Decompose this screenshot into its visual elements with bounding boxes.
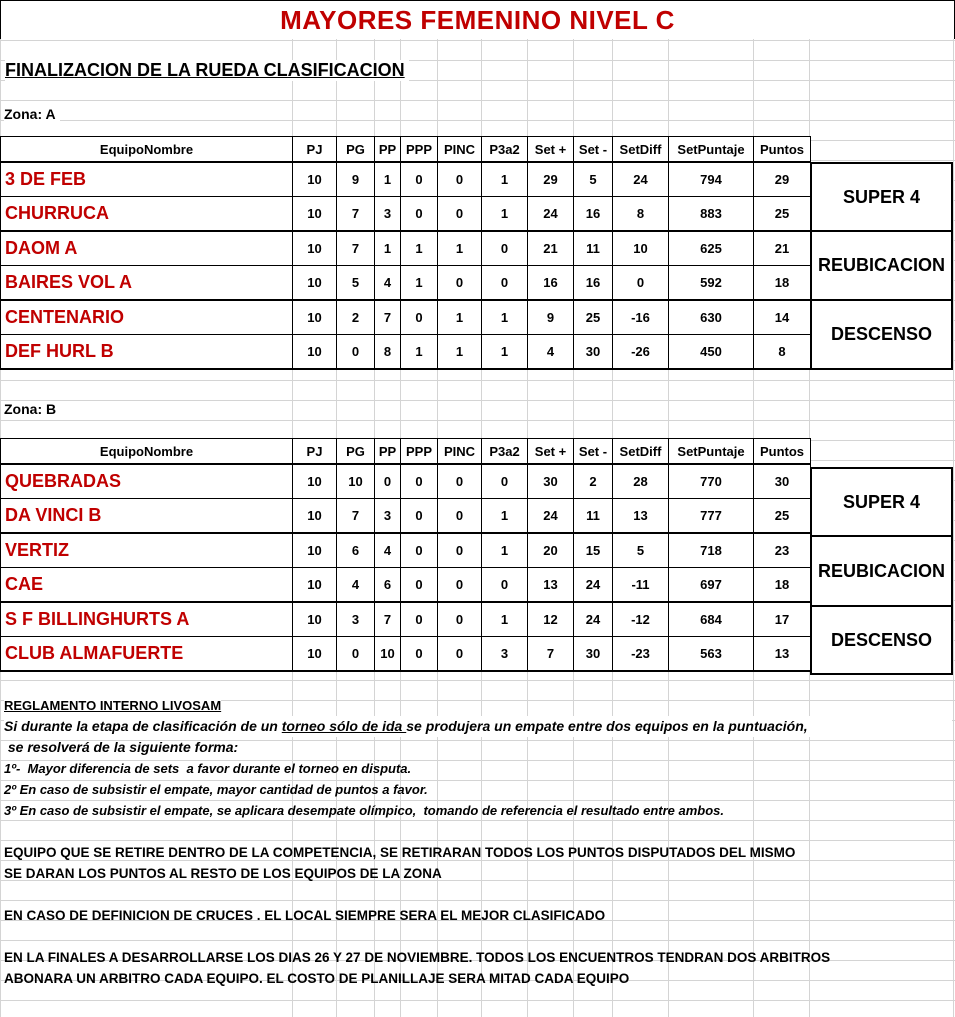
group-badge-reubicacion: REUBICACION [810, 535, 953, 607]
col-header: EquipoNombre [1, 137, 293, 163]
cell-puntos: 8 [754, 335, 811, 370]
cell-pg: 9 [337, 162, 375, 197]
cell-pj: 10 [293, 231, 337, 266]
cell-puntos: 25 [754, 197, 811, 232]
cell-puntos: 18 [754, 568, 811, 603]
rules-intro-b: se produjera un empate entre dos equipos en la puntuación, [406, 718, 808, 734]
cell-pg: 2 [337, 300, 375, 335]
cell-set-plus: 4 [528, 335, 574, 370]
col-header: Puntos [754, 439, 811, 465]
cell-pinc: 0 [438, 568, 482, 603]
table-row [1, 464, 811, 499]
cell-set-minus: 2 [574, 464, 613, 499]
cell-set-minus: 30 [574, 335, 613, 370]
col-header: SetDiff [613, 137, 669, 163]
cell-set-plus: 16 [528, 266, 574, 301]
col-header: Puntos [754, 137, 811, 163]
cell-pinc: 0 [438, 197, 482, 232]
cell-pinc: 0 [438, 637, 482, 672]
cell-pj: 10 [293, 499, 337, 534]
table-row [1, 499, 811, 534]
table-row [1, 197, 811, 232]
table-row [1, 335, 811, 370]
group-badge-descenso: DESCENSO [810, 299, 953, 370]
cell-set-minus: 24 [574, 568, 613, 603]
team-name: QUEBRADAS [1, 464, 293, 499]
cell-setdiff: -26 [613, 335, 669, 370]
cell-pg: 6 [337, 533, 375, 568]
col-header: Set - [574, 439, 613, 465]
cell-p3a2: 1 [482, 335, 528, 370]
cell-puntos: 30 [754, 464, 811, 499]
cell-ppp: 0 [401, 197, 438, 232]
cell-ppp: 0 [401, 637, 438, 672]
col-header: PP [375, 137, 401, 163]
cell-pinc: 0 [438, 162, 482, 197]
cell-pg: 7 [337, 499, 375, 534]
team-name: DEF HURL B [1, 335, 293, 370]
cell-pinc: 1 [438, 335, 482, 370]
group-badge-descenso: DESCENSO [810, 605, 953, 675]
cell-set-minus: 5 [574, 162, 613, 197]
cell-p3a2: 1 [482, 162, 528, 197]
col-header: Set + [528, 439, 574, 465]
cell-pj: 10 [293, 162, 337, 197]
cell-setpuntaje: 563 [669, 637, 754, 672]
cell-puntos: 29 [754, 162, 811, 197]
team-name: VERTIZ [1, 533, 293, 568]
cell-pp: 6 [375, 568, 401, 603]
group-badge-reubicacion: REUBICACION [810, 230, 953, 301]
cell-pp: 7 [375, 300, 401, 335]
cell-setdiff: 5 [613, 533, 669, 568]
cell-puntos: 21 [754, 231, 811, 266]
team-name: CAE [1, 568, 293, 603]
cell-set-minus: 25 [574, 300, 613, 335]
cell-setdiff: 10 [613, 231, 669, 266]
cell-setpuntaje: 770 [669, 464, 754, 499]
cell-setdiff: 24 [613, 162, 669, 197]
cell-setpuntaje: 883 [669, 197, 754, 232]
cell-set-plus: 20 [528, 533, 574, 568]
rules-spacer [4, 884, 952, 905]
rule-retiro: EQUIPO QUE SE RETIRE DENTRO DE LA COMPETENCIA, SE RETIRARAN TODOS LOS PUNTOS DISPUTADOS DEL MISMO [4, 845, 796, 860]
cell-pj: 10 [293, 602, 337, 637]
page-title: MAYORES FEMENINO NIVEL C [280, 4, 675, 35]
cell-set-minus: 11 [574, 231, 613, 266]
team-name: DAOM A [1, 231, 293, 266]
cell-ppp: 0 [401, 162, 438, 197]
cell-ppp: 1 [401, 335, 438, 370]
team-name: S F BILLINGHURTS A [1, 602, 293, 637]
cell-pp: 4 [375, 533, 401, 568]
cell-setdiff: 0 [613, 266, 669, 301]
cell-p3a2: 1 [482, 499, 528, 534]
cell-pg: 5 [337, 266, 375, 301]
cell-ppp: 1 [401, 266, 438, 301]
rule-1: 1º- Mayor diferencia de sets a favor durante el torneo en disputa. [4, 761, 412, 776]
cell-pinc: 0 [438, 499, 482, 534]
table-header-row [1, 439, 811, 465]
cell-p3a2: 0 [482, 464, 528, 499]
cell-pinc: 0 [438, 602, 482, 637]
col-header: PPP [401, 137, 438, 163]
cell-set-minus: 30 [574, 637, 613, 672]
cell-pinc: 0 [438, 464, 482, 499]
rules-section [4, 695, 952, 989]
team-name: CHURRUCA [1, 197, 293, 232]
page-subtitle: FINALIZACION DE LA RUEDA CLASIFICACION [5, 60, 409, 81]
rules-intro-a: Si durante la etapa de clasificación de un [4, 718, 282, 734]
cell-setdiff: 28 [613, 464, 669, 499]
cell-set-plus: 7 [528, 637, 574, 672]
cell-p3a2: 0 [482, 231, 528, 266]
cell-puntos: 17 [754, 602, 811, 637]
zone-b-table [0, 438, 811, 672]
cell-ppp: 1 [401, 231, 438, 266]
table-row [1, 568, 811, 603]
col-header: PJ [293, 439, 337, 465]
cell-pinc: 0 [438, 266, 482, 301]
rules-intro-2: se resolverá de la siguiente forma: [4, 739, 239, 755]
cell-set-plus: 24 [528, 499, 574, 534]
cell-setpuntaje: 684 [669, 602, 754, 637]
zone-a-label: Zona: A [4, 106, 60, 122]
cell-set-minus: 16 [574, 197, 613, 232]
team-name: BAIRES VOL A [1, 266, 293, 301]
cell-set-plus: 24 [528, 197, 574, 232]
cell-setpuntaje: 625 [669, 231, 754, 266]
cell-pg: 0 [337, 637, 375, 672]
rules-spacer [4, 926, 952, 947]
cell-set-plus: 29 [528, 162, 574, 197]
rule-cruces: EN CASO DE DEFINICION DE CRUCES . EL LOCAL SIEMPRE SERA EL MEJOR CLASIFICADO [4, 908, 606, 923]
cell-pg: 4 [337, 568, 375, 603]
col-header: PP [375, 439, 401, 465]
cell-pp: 3 [375, 197, 401, 232]
col-header: PJ [293, 137, 337, 163]
cell-set-plus: 12 [528, 602, 574, 637]
cell-pg: 7 [337, 231, 375, 266]
cell-pp: 1 [375, 231, 401, 266]
cell-pg: 3 [337, 602, 375, 637]
cell-setdiff: -16 [613, 300, 669, 335]
cell-pg: 0 [337, 335, 375, 370]
cell-pj: 10 [293, 335, 337, 370]
cell-p3a2: 0 [482, 568, 528, 603]
rule-finales: EN LA FINALES A DESARROLLARSE LOS DIAS 26 Y 27 DE NOVIEMBRE. TODOS LOS ENCUENTROS TENDRAN DOS ARBITROS [4, 950, 831, 965]
table-row [1, 266, 811, 301]
cell-ppp: 0 [401, 300, 438, 335]
cell-setdiff: -12 [613, 602, 669, 637]
cell-setpuntaje: 592 [669, 266, 754, 301]
cell-pp: 3 [375, 499, 401, 534]
col-header: PINC [438, 137, 482, 163]
cell-pj: 10 [293, 533, 337, 568]
rules-spacer [4, 821, 952, 842]
group-badge-super4: SUPER 4 [810, 467, 953, 537]
team-name: CENTENARIO [1, 300, 293, 335]
cell-pp: 7 [375, 602, 401, 637]
rules-intro-underlined: torneo sólo de ida [281, 718, 407, 734]
table-row [1, 162, 811, 197]
col-header: P3a2 [482, 137, 528, 163]
cell-setdiff: -11 [613, 568, 669, 603]
cell-setpuntaje: 794 [669, 162, 754, 197]
cell-p3a2: 1 [482, 197, 528, 232]
cell-pj: 10 [293, 568, 337, 603]
col-header: Set - [574, 137, 613, 163]
cell-set-plus: 9 [528, 300, 574, 335]
cell-set-minus: 11 [574, 499, 613, 534]
group-badge-super4: SUPER 4 [810, 162, 953, 232]
cell-setpuntaje: 777 [669, 499, 754, 534]
cell-pp: 4 [375, 266, 401, 301]
cell-p3a2: 1 [482, 533, 528, 568]
cell-set-minus: 24 [574, 602, 613, 637]
cell-pinc: 1 [438, 231, 482, 266]
cell-setpuntaje: 697 [669, 568, 754, 603]
table-header-row [1, 137, 811, 163]
col-header: PPP [401, 439, 438, 465]
cell-pp: 8 [375, 335, 401, 370]
cell-pj: 10 [293, 637, 337, 672]
table-row [1, 231, 811, 266]
cell-p3a2: 3 [482, 637, 528, 672]
cell-set-plus: 13 [528, 568, 574, 603]
cell-pg: 7 [337, 197, 375, 232]
team-name: 3 DE FEB [1, 162, 293, 197]
rules-header: REGLAMENTO INTERNO LIVOSAM [4, 698, 222, 713]
cell-ppp: 0 [401, 533, 438, 568]
col-header: PINC [438, 439, 482, 465]
cell-pinc: 1 [438, 300, 482, 335]
cell-puntos: 14 [754, 300, 811, 335]
cell-puntos: 25 [754, 499, 811, 534]
title-banner [0, 0, 955, 39]
cell-setdiff: 8 [613, 197, 669, 232]
cell-setdiff: 13 [613, 499, 669, 534]
zone-a-table [0, 136, 811, 370]
cell-setpuntaje: 718 [669, 533, 754, 568]
table-row [1, 533, 811, 568]
rule-3: 3º En caso de subsistir el empate, se aplicara desempate olímpico, tomando de referencia el resultado entre ambos. [4, 803, 725, 818]
col-header: PG [337, 439, 375, 465]
cell-pj: 10 [293, 300, 337, 335]
team-name: DA VINCI B [1, 499, 293, 534]
cell-set-plus: 30 [528, 464, 574, 499]
table-row [1, 637, 811, 672]
cell-set-plus: 21 [528, 231, 574, 266]
rule-puntos: SE DARAN LOS PUNTOS AL RESTO DE LOS EQUIPOS DE LA ZONA [4, 866, 442, 881]
rules-intro [4, 716, 952, 737]
cell-ppp: 0 [401, 602, 438, 637]
cell-setdiff: -23 [613, 637, 669, 672]
zone-b-label: Zona: B [4, 401, 60, 417]
col-header: SetDiff [613, 439, 669, 465]
cell-p3a2: 0 [482, 266, 528, 301]
cell-pj: 10 [293, 266, 337, 301]
cell-set-minus: 16 [574, 266, 613, 301]
col-header: SetPuntaje [669, 439, 754, 465]
table-row [1, 602, 811, 637]
cell-pinc: 0 [438, 533, 482, 568]
cell-pp: 1 [375, 162, 401, 197]
cell-pp: 10 [375, 637, 401, 672]
cell-puntos: 18 [754, 266, 811, 301]
col-header: Set + [528, 137, 574, 163]
rule-arbitros: ABONARA UN ARBITRO CADA EQUIPO. EL COSTO DE PLANILLAJE SERA MITAD CADA EQUIPO [4, 971, 630, 986]
cell-setpuntaje: 450 [669, 335, 754, 370]
cell-pp: 0 [375, 464, 401, 499]
cell-setpuntaje: 630 [669, 300, 754, 335]
cell-set-minus: 15 [574, 533, 613, 568]
cell-ppp: 0 [401, 464, 438, 499]
team-name: CLUB ALMAFUERTE [1, 637, 293, 672]
cell-pj: 10 [293, 197, 337, 232]
col-header: P3a2 [482, 439, 528, 465]
col-header: SetPuntaje [669, 137, 754, 163]
col-header: EquipoNombre [1, 439, 293, 465]
cell-p3a2: 1 [482, 602, 528, 637]
grid-line [953, 0, 954, 1017]
cell-p3a2: 1 [482, 300, 528, 335]
cell-puntos: 13 [754, 637, 811, 672]
col-header: PG [337, 137, 375, 163]
cell-pg: 10 [337, 464, 375, 499]
cell-ppp: 0 [401, 499, 438, 534]
rule-2: 2º En caso de subsistir el empate, mayor cantidad de puntos a favor. [4, 782, 428, 797]
table-row [1, 300, 811, 335]
cell-ppp: 0 [401, 568, 438, 603]
cell-pj: 10 [293, 464, 337, 499]
cell-puntos: 23 [754, 533, 811, 568]
